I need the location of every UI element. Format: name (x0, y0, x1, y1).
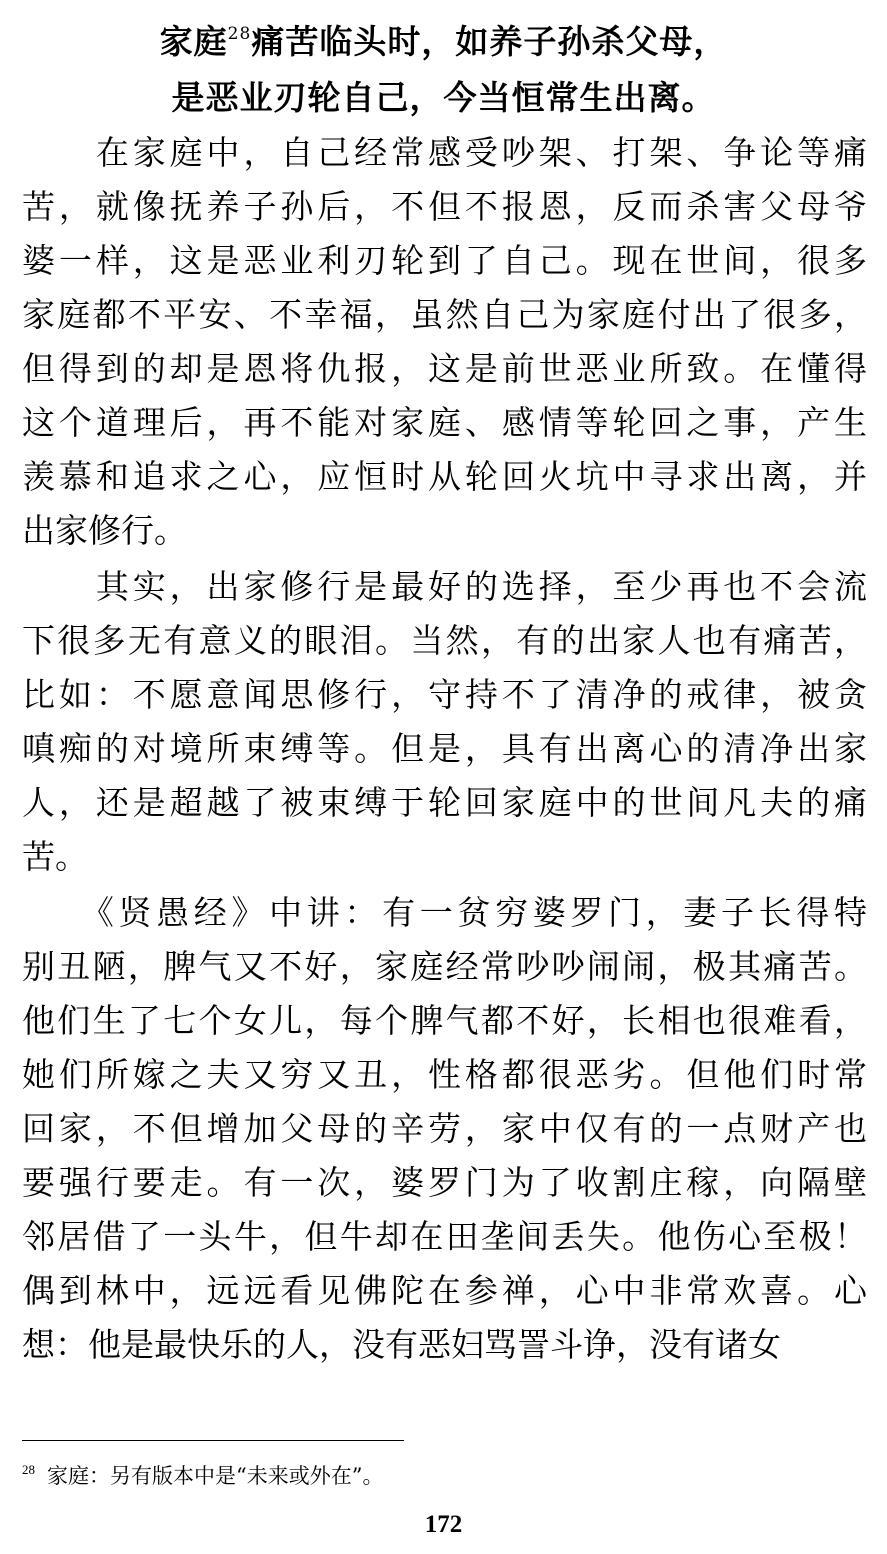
paragraph-line: 这个道理后，再不能对家庭、感情等轮回之事，产生 (22, 403, 867, 442)
paragraph-line: 下很多无有意义的眼泪。当然，有的出家人也有痛苦， (22, 621, 867, 660)
page-number: 172 (424, 1511, 463, 1538)
paragraph-line: 家庭都不平安、不幸福，虽然自己为家庭付出了很多， (22, 295, 867, 334)
paragraph (22, 886, 867, 1372)
footnote (22, 1456, 383, 1490)
body-text (22, 126, 867, 1372)
verse-line-2: 是恶业刃轮自己，今当恒常生出离。 (171, 78, 716, 117)
verse-line-1-start: 家庭 (159, 22, 228, 61)
paragraph-line: 要强行要走。有一次，婆罗门为了收割庄稼，向隔壁 (22, 1163, 867, 1202)
paragraph-line: 人，还是超越了被束缚于轮回家庭中的世间凡夫的痛 (22, 783, 867, 822)
verse-line-1 (0, 22, 887, 62)
paragraph-line: 偶到林中，远远看见佛陀在参禅，心中非常欢喜。心 (22, 1271, 867, 1310)
footnote-text: 家庭：另有版本中是“未来或外在”。 (47, 1464, 384, 1488)
paragraph-line: 《贤愚经》中讲：有一贫穷婆罗门，妻子长得特 (22, 893, 867, 932)
footnote-reference[interactable]: 28 (227, 24, 252, 44)
paragraph-line: 想：他是最快乐的人，没有恶妇骂詈斗诤，没有诸女 (22, 1325, 781, 1364)
paragraph-line: 嗔痴的对境所束缚等。但是，具有出离心的清净出家 (22, 729, 867, 768)
footnote-divider (22, 1440, 404, 1441)
paragraph (22, 126, 867, 558)
paragraph-line: 别丑陋，脾气又不好，家庭经常吵吵闹闹，极其痛苦。 (22, 947, 867, 986)
paragraph-line: 邻居借了一头牛，但牛却在田垄间丢失。他伤心至极！ (22, 1217, 867, 1256)
paragraph-line: 婆一样，这是恶业利刃轮到了自己。现在世间，很多 (22, 241, 867, 280)
paragraph-line: 在家庭中，自己经常感受吵架、打架、争论等痛 (22, 133, 867, 172)
paragraph (22, 560, 867, 884)
footnote-number: 28 (22, 1462, 35, 1477)
paragraph-line: 比如：不愿意闻思修行，守持不了清净的戒律，被贪 (22, 675, 867, 714)
paragraph-line: 苦。 (22, 837, 88, 876)
paragraph-line: 但得到的却是恩将仇报，这是前世恶业所致。在懂得 (22, 349, 867, 388)
paragraph-line: 苦，就像抚养子孙后，不但不报恩，反而杀害父母爷 (22, 187, 867, 226)
paragraph-line: 她们所嫁之夫又穷又丑，性格都很恶劣。但他们时常 (22, 1055, 867, 1094)
paragraph-line: 回家，不但增加父母的辛劳，家中仅有的一点财产也 (22, 1109, 867, 1148)
paragraph-line: 出家修行。 (22, 511, 187, 550)
paragraph-line: 羡慕和追求之心，应恒时从轮回火坑中寻求出离，并 (22, 457, 867, 496)
paragraph-line: 其实，出家修行是最好的选择，至少再也不会流 (22, 567, 867, 606)
verse-line-1-end: 痛苦临头时，如养子孙杀父母， (251, 22, 728, 61)
paragraph-line: 他们生了七个女儿，每个脾气都不好，长相也很难看， (22, 1001, 867, 1040)
